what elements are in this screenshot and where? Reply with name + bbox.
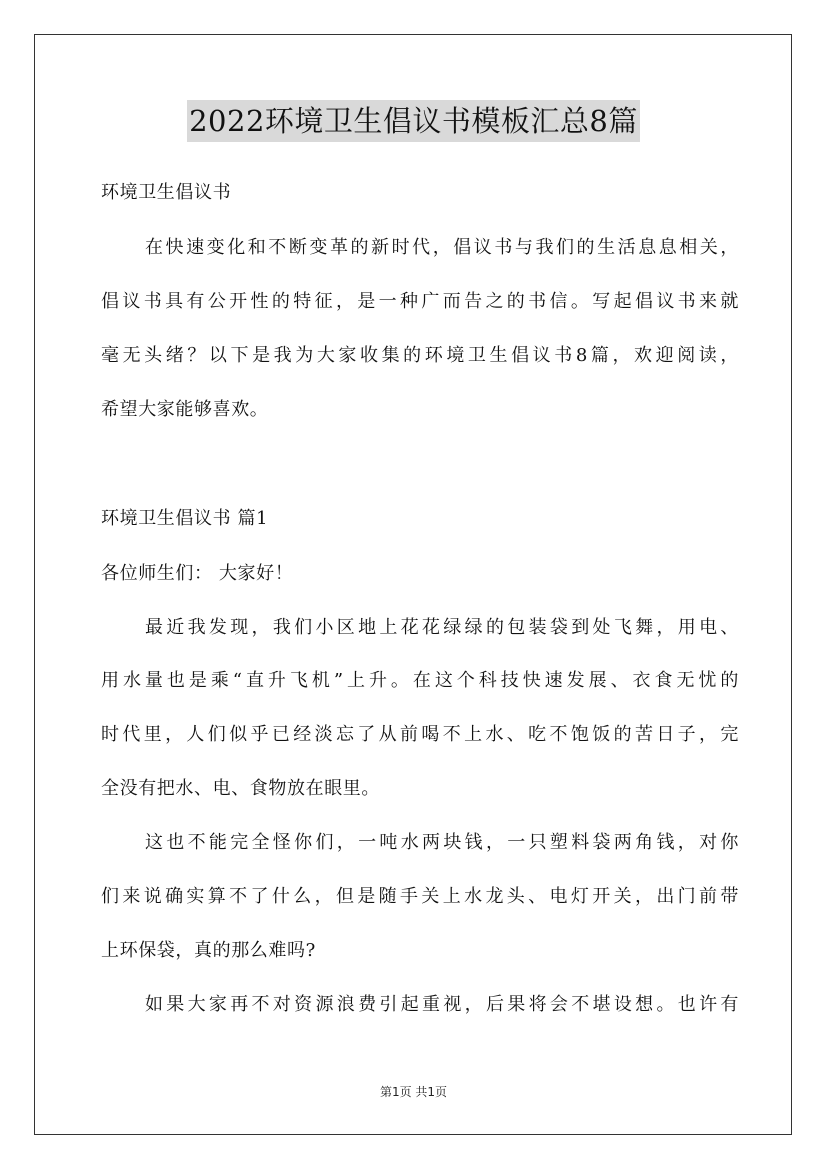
title-container: [0, 100, 827, 142]
intro-line-2: 倡议书具有公开性的特征，是一种广而告之的书信。写起倡议书来就: [101, 291, 739, 312]
greeting: 各位师生们： 大家好！: [101, 563, 294, 584]
paragraph2-line-1: 这也不能完全怪你们，一吨水两块钱，一只塑料袋两角钱，对你: [145, 832, 739, 853]
intro-line-3: 毫无头绪？以下是我为大家收集的环境卫生倡议书8篇，欢迎阅读，: [101, 345, 739, 366]
document-title: 2022环境卫生倡议书模板汇总8篇: [187, 100, 640, 142]
paragraph1-line-4: 全没有把水、电、食物放在眼里。: [101, 778, 380, 799]
section-heading: 环境卫生倡议书 篇1: [101, 508, 269, 529]
paragraph2-line-3: 上环保袋，真的那么难吗?: [101, 940, 316, 961]
paragraph1-line-1: 最近我发现，我们小区地上花花绿绿的包装袋到处飞舞，用电、: [145, 617, 739, 638]
intro-line-1: 在快速变化和不断变革的新时代，倡议书与我们的生活息息相关，: [145, 237, 739, 258]
paragraph3-line-1: 如果大家再不对资源浪费引起重视，后果将会不堪设想。也许有: [145, 994, 739, 1015]
paragraph1-line-2: 用水量也是乘“直升飞机”上升。在这个科技快速发展、衣食无忧的: [101, 670, 739, 691]
intro-heading: 环境卫生倡议书: [101, 182, 232, 203]
intro-line-4: 希望大家能够喜欢。: [101, 399, 269, 420]
paragraph1-line-3: 时代里，人们似乎已经淡忘了从前喝不上水、吃不饱饭的苦日子，完: [101, 724, 739, 745]
page-footer: 第1页 共1页: [379, 1085, 448, 1099]
paragraph2-line-2: 们来说确实算不了什么，但是随手关上水龙头、电灯开关，出门前带: [101, 886, 739, 907]
